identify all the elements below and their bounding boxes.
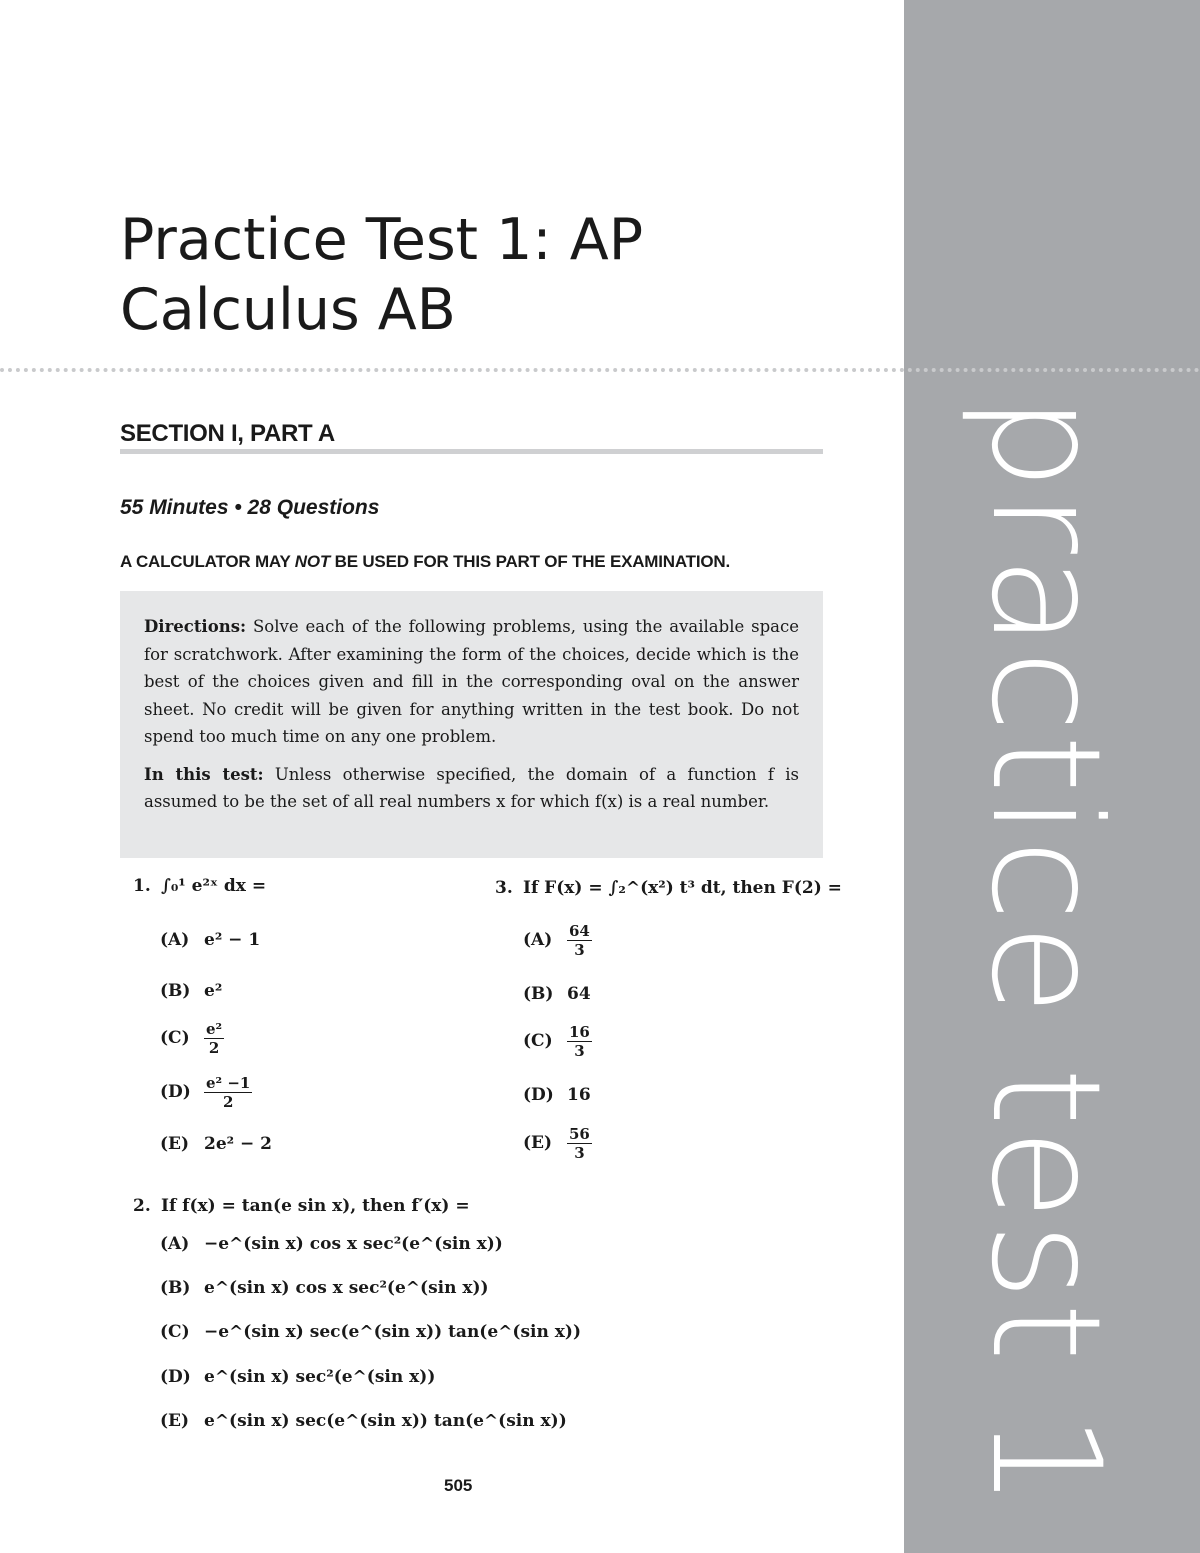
page-title (120, 205, 643, 345)
question-text: If f(x) = tan(e sin x), then f′(x) = (161, 1196, 470, 1216)
choice-letter: (B) (160, 1278, 191, 1298)
calculator-note (120, 552, 730, 572)
calculator-note-not: NOT (294, 552, 331, 571)
q2-choice-b[interactable] (160, 1280, 489, 1297)
section-heading: SECTION I, PART A (120, 420, 335, 447)
q1-choice-a[interactable] (160, 932, 260, 949)
fraction (567, 922, 592, 959)
denominator: 3 (574, 1144, 585, 1162)
numerator: 56 (569, 1125, 590, 1143)
dotted-divider (0, 368, 1200, 372)
choice-letter: (B) (160, 981, 191, 1001)
q3-choice-c[interactable] (523, 1023, 592, 1060)
directions-box (120, 591, 823, 858)
choice-text: 2e² − 2 (204, 1134, 272, 1154)
page-title-line1: Practice Test 1: AP (120, 207, 644, 273)
choice-text: e^(sin x) cos x sec²(e^(sin x)) (204, 1278, 489, 1298)
fraction (204, 1074, 252, 1111)
test-note-paragraph (144, 761, 799, 816)
q1-choice-b[interactable] (160, 983, 222, 1000)
question-1-stem (133, 878, 266, 895)
choice-text: −e^(sin x) sec(e^(sin x)) tan(e^(sin x)) (204, 1322, 581, 1342)
q3-choice-d[interactable] (523, 1087, 591, 1104)
denominator: 3 (574, 941, 585, 959)
choice-text: e² (204, 981, 223, 1001)
choice-text: 64 (567, 984, 591, 1004)
directions-paragraph (144, 613, 799, 751)
choice-text: e² − 1 (204, 930, 261, 950)
page-number: 505 (444, 1476, 473, 1495)
page-title-line2: Calculus AB (120, 277, 456, 343)
choice-letter: (C) (160, 1028, 190, 1048)
calculator-note-post: BE USED FOR THIS PART OF THE EXAMINATION. (330, 552, 731, 571)
choice-letter: (C) (160, 1322, 190, 1342)
question-2-stem (133, 1198, 470, 1215)
calculator-note-pre: A CALCULATOR MAY (120, 552, 295, 571)
question-number: 2. (133, 1196, 151, 1216)
q3-choice-e[interactable] (523, 1125, 592, 1162)
numerator: e² (206, 1020, 223, 1038)
q2-choice-d[interactable] (160, 1369, 435, 1386)
choice-letter: (B) (523, 984, 554, 1004)
choice-letter: (C) (523, 1031, 553, 1051)
question-number: 1. (133, 876, 151, 896)
choice-text: −e^(sin x) cos x sec²(e^(sin x)) (204, 1234, 503, 1254)
directions-label: Directions: (144, 617, 247, 636)
choice-letter: (D) (160, 1082, 191, 1102)
q2-choice-a[interactable] (160, 1236, 503, 1253)
fraction (204, 1020, 224, 1057)
question-number: 3. (495, 878, 513, 898)
fraction (567, 1023, 592, 1060)
choice-letter: (A) (160, 930, 190, 950)
choice-text: e^(sin x) sec²(e^(sin x)) (204, 1367, 436, 1387)
test-note-text: Unless otherwise specified, the domain of a function f is assumed to be the set of all real numbers x for which f(x) is a real number. (144, 764, 799, 811)
q3-choice-b[interactable] (523, 986, 591, 1003)
q3-choice-a[interactable] (523, 922, 592, 959)
directions-text: Solve each of the following problems, using the available space for scratchwork. After examining the form of the choices, decide which is the best of the choices given and fill in the corresponding oval on the answer sheet. No credit will be given for anything written in the test book. Do not spend too much time on any one problem. (144, 617, 799, 746)
sidebar-title: practice test 1 (958, 395, 1132, 1511)
numerator: e² −1 (206, 1074, 251, 1092)
question-text: If F(x) = ∫₂^(x²) t³ dt, then F(2) = (523, 878, 842, 898)
section-rule (120, 449, 823, 454)
q1-choice-d[interactable] (160, 1074, 252, 1111)
test-note-label: In this test: (144, 764, 264, 784)
choice-letter: (E) (523, 1133, 553, 1153)
q2-choice-e[interactable] (160, 1413, 567, 1430)
question-3-stem (495, 880, 842, 897)
numerator: 64 (569, 922, 590, 940)
choice-letter: (A) (523, 930, 553, 950)
denominator: 2 (208, 1039, 220, 1057)
q1-choice-c[interactable] (160, 1020, 224, 1057)
choice-letter: (E) (160, 1134, 190, 1154)
numerator: 16 (569, 1023, 590, 1041)
denominator: 2 (222, 1093, 234, 1111)
choice-text: 16 (567, 1085, 591, 1105)
choice-letter: (A) (160, 1234, 190, 1254)
choice-letter: (D) (523, 1085, 554, 1105)
denominator: 3 (574, 1042, 585, 1060)
choice-letter: (E) (160, 1411, 190, 1431)
choice-letter: (D) (160, 1367, 191, 1387)
fraction (567, 1125, 592, 1162)
q2-choice-c[interactable] (160, 1324, 581, 1341)
section-timing: 55 Minutes • 28 Questions (120, 496, 380, 519)
choice-text: e^(sin x) sec(e^(sin x)) tan(e^(sin x)) (204, 1411, 567, 1431)
q1-choice-e[interactable] (160, 1136, 272, 1153)
question-text: ∫₀¹ e²ˣ dx = (161, 876, 267, 896)
